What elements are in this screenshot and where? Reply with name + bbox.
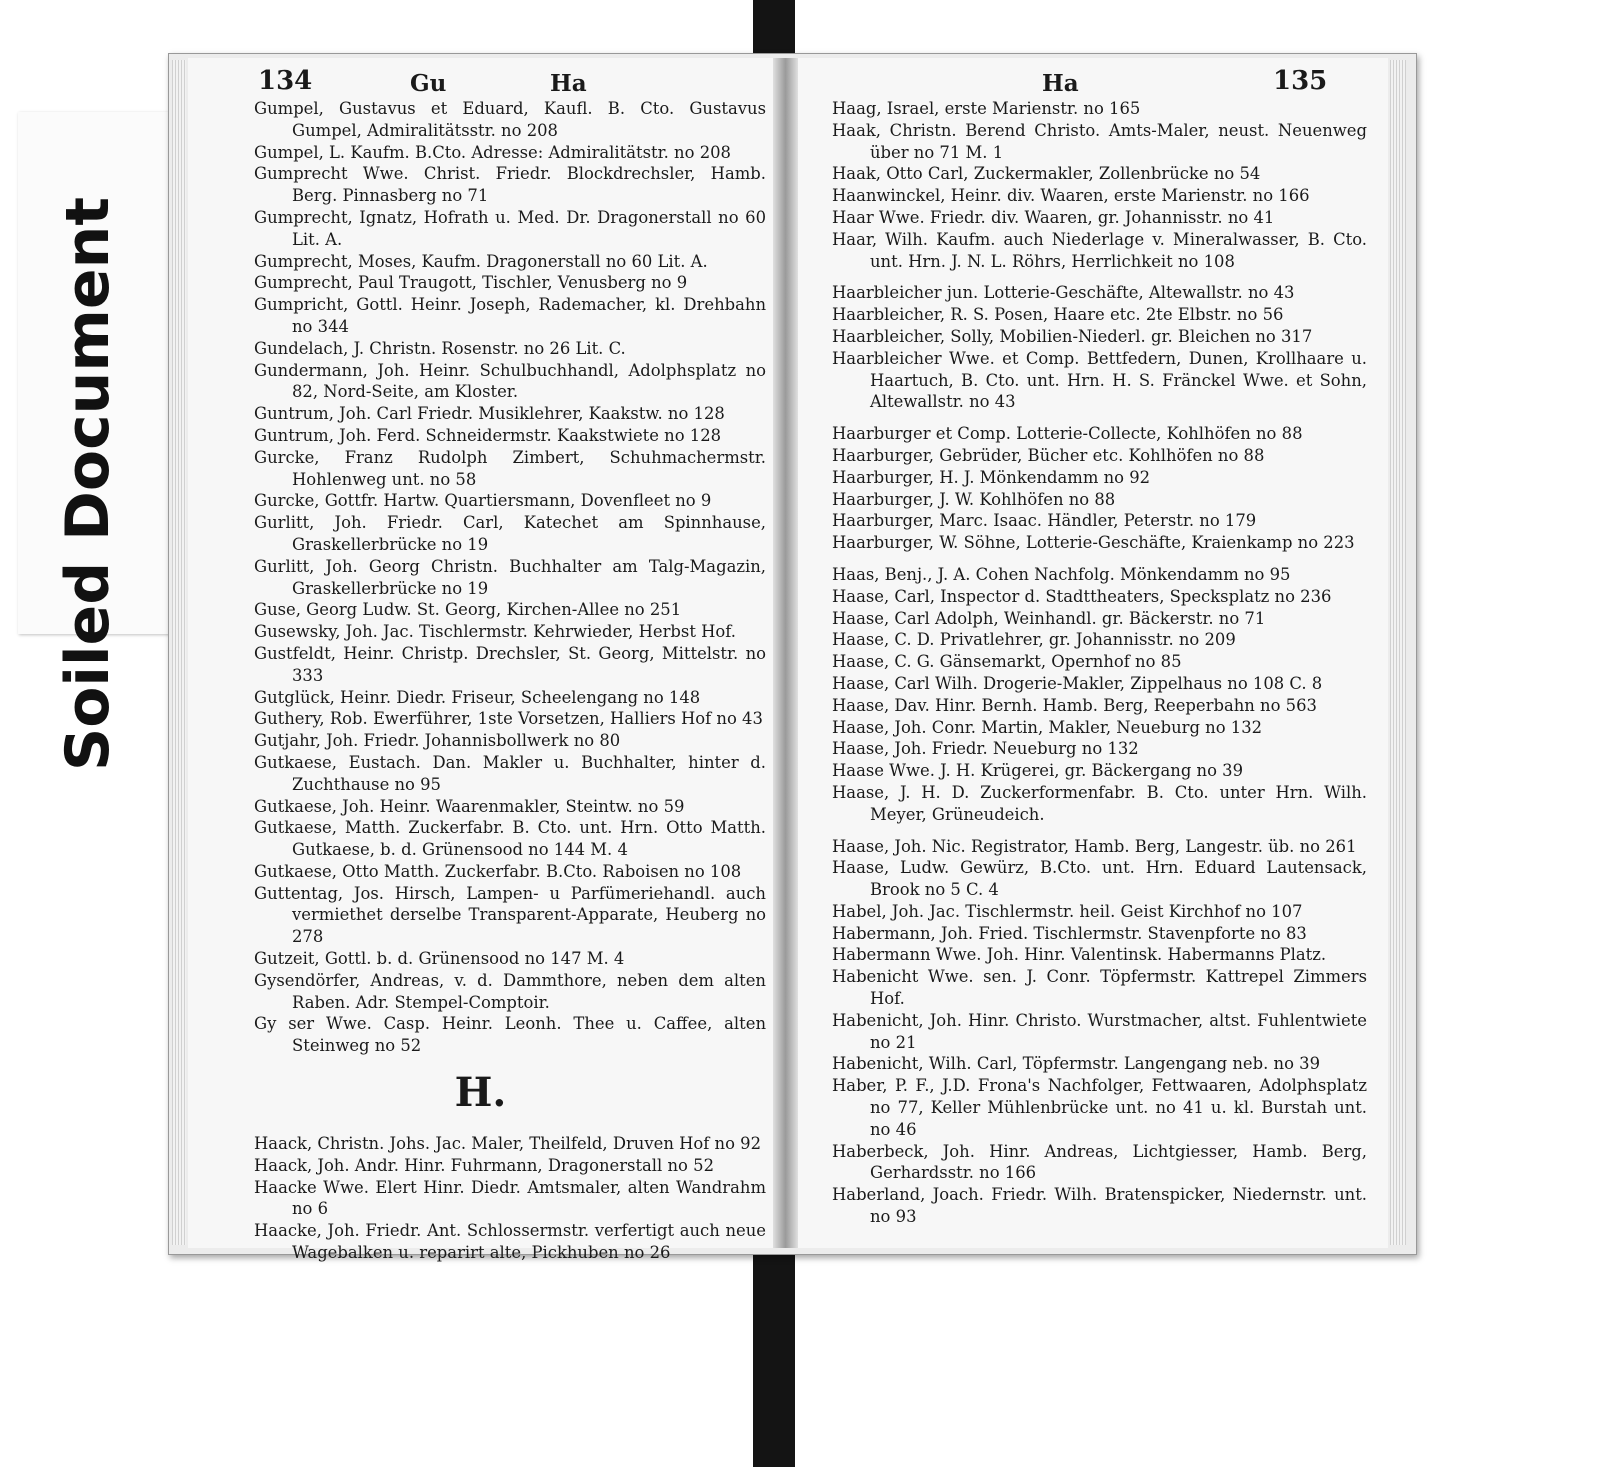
directory-entry: Haase, C. G. Gänsemarkt, Opernhof no 85	[832, 652, 1182, 672]
directory-entry: Haarburger et Comp. Lotterie-Collecte, Kohlhöfen no 88	[832, 424, 1303, 444]
directory-entry: Haarburger, H. J. Mönkendamm no 92	[832, 467, 1151, 487]
directory-entry: Haarbleicher, R. S. Posen, Haare etc. 2te Elbstr. no 56	[832, 305, 1284, 325]
directory-entry: Habermann, Joh. Fried. Tischlermstr. Stavenpforte no 83	[832, 923, 1307, 943]
directory-entry: Gumprecht Wwe. Christ. Friedr. Blockdrechsler, Hamb. Berg. Pinnasberg no 71	[254, 164, 766, 206]
directory-entry: Guthery, Rob. Ewerführer, 1ste Vorsetzen, Halliers Hof no 43	[254, 709, 763, 729]
directory-entry: Haack, Joh. Andr. Hinr. Fuhrmann, Dragonerstall no 52	[254, 1155, 714, 1175]
directory-entry: Haarbleicher jun. Lotterie-Geschäfte, Altewallstr. no 43	[832, 283, 1295, 303]
directory-entries	[254, 1133, 766, 1264]
directory-entry: Gundelach, J. Christn. Rosenstr. no 26 Lit. C.	[254, 338, 626, 358]
directory-entry: Haacke Wwe. Elert Hinr. Diedr. Amtsmaler, alten Wandrahm no 6	[254, 1177, 766, 1219]
header-guide-word: Ha	[550, 70, 587, 97]
right-page	[798, 58, 1388, 1248]
directory-entry: Habenicht, Joh. Hinr. Christo. Wurstmacher, altst. Fuhlentwiete no 21	[832, 1010, 1367, 1052]
directory-entry: Habenicht Wwe. sen. J. Conr. Töpfermstr. Kattrepel Zimmers Hof.	[832, 967, 1367, 1009]
directory-entry: Gy ser Wwe. Casp. Heinr. Leonh. Thee u. Caffee, alten Steinweg no 52	[254, 1014, 766, 1056]
directory-entry: Haberland, Joach. Friedr. Wilh. Bratenspicker, Niedernstr. unt. no 93	[832, 1185, 1367, 1227]
left-page	[188, 58, 773, 1263]
directory-entry: Guttentag, Jos. Hirsch, Lampen- u Parfümeriehandl. auch vermiethet derselbe Transparent-Apparate, Heuberg no 278	[254, 883, 766, 947]
directory-entry: Haase, J. H. D. Zuckerformenfabr. B. Cto. unter Hrn. Wilh. Meyer, Grüneudeich.	[832, 782, 1367, 824]
directory-entry: Gutkaese, Matth. Zuckerfabr. B. Cto. unt. Hrn. Otto Matth. Gutkaese, b. d. Grünensood no 144 M. 4	[254, 818, 766, 860]
directory-entry: Habenicht, Wilh. Carl, Töpfermstr. Langengang neb. no 39	[832, 1054, 1321, 1074]
left-page-header	[258, 58, 758, 98]
directory-entry: Haar, Wilh. Kaufm. auch Niederlage v. Mineralwasser, B. Cto. unt. Hrn. J. N. L. Röhrs, Herrlichkeit no 108	[832, 229, 1367, 271]
header-guide-word: Ha	[1042, 70, 1079, 97]
directory-entry: Gumprecht, Moses, Kaufm. Dragonerstall no 60 Lit. A.	[254, 251, 708, 271]
directory-entry: Haase, Joh. Nic. Registrator, Hamb. Berg, Langestr. üb. no 261	[832, 836, 1357, 856]
directory-entry: Gumpricht, Gottl. Heinr. Joseph, Rademacher, kl. Drehbahn no 344	[254, 295, 766, 336]
page-number: 134	[258, 66, 313, 96]
directory-entry: Haarbleicher, Solly, Mobilien-Niederl. gr. Bleichen no 317	[832, 326, 1313, 346]
directory-entry: Haase, Carl, Inspector d. Stadttheaters, Specksplatz no 236	[832, 586, 1332, 606]
book-gutter	[773, 58, 798, 1248]
page-edges-left	[172, 60, 186, 1245]
directory-entry: Haarburger, W. Söhne, Lotterie-Geschäfte, Kraienkamp no 223	[832, 533, 1355, 553]
directory-entry: Gutkaese, Eustach. Dan. Makler u. Buchhalter, hinter d. Zuchthause no 95	[254, 752, 766, 794]
directory-entry: Haase, Joh. Conr. Martin, Makler, Neueburg no 132	[832, 717, 1263, 737]
directory-entry: Gusewsky, Joh. Jac. Tischlermstr. Kehrwieder, Herbst Hof.	[254, 622, 736, 642]
directory-entry: Haase Wwe. J. H. Krügerei, gr. Bäckergang no 39	[832, 761, 1244, 781]
directory-entry: Haase, Dav. Hinr. Bernh. Hamb. Berg, Reeperbahn no 563	[832, 695, 1317, 715]
directory-entry: Haacke, Joh. Friedr. Ant. Schlossermstr. verfertigt auch neue Wagebalken u. reparirt alte, Pickhuben no 26	[254, 1221, 766, 1263]
binding-spine-top	[753, 0, 795, 60]
directory-entry: Haase, Carl Wilh. Drogerie-Makler, Zippelhaus no 108 C. 8	[832, 673, 1323, 693]
directory-entry: Gurlitt, Joh. Georg Christn. Buchhalter am Talg-Magazin, Graskellerbrücke no 19	[254, 556, 766, 598]
directory-entry: Gumpel, L. Kaufm. B.Cto. Adresse: Admiralitätstr. no 208	[254, 142, 731, 162]
directory-entry: Haack, Christn. Johs. Jac. Maler, Theilfeld, Druven Hof no 92	[254, 1134, 762, 1154]
directory-entries	[832, 98, 1367, 1228]
directory-entry: Haarburger, Marc. Isaac. Händler, Peterstr. no 179	[832, 511, 1257, 531]
directory-entry: Gurlitt, Joh. Friedr. Carl, Katechet am Spinnhause, Graskellerbrücke no 19	[254, 513, 766, 554]
directory-entry: Gutzeit, Gottl. b. d. Grünensood no 147 M. 4	[254, 949, 625, 969]
directory-entry: Haarburger, J. W. Kohlhöfen no 88	[832, 489, 1116, 509]
directory-entry: Gutjahr, Joh. Friedr. Johannisbollwerk no 80	[254, 731, 621, 751]
directory-entry: Gutkaese, Joh. Heinr. Waarenmakler, Steintw. no 59	[254, 796, 685, 816]
page-edges-right	[1390, 60, 1406, 1245]
directory-entry: Haarbleicher Wwe. et Comp. Bettfedern, Dunen, Krollhaare u. Haartuch, B. Cto. unt. Hrn. H. S. Fränckel Wwe. et Sohn, Altewallstr. no 43	[832, 348, 1367, 412]
directory-entry: Habel, Joh. Jac. Tischlermstr. heil. Geist Kirchhof no 107	[832, 901, 1303, 921]
directory-entry: Haar Wwe. Friedr. div. Waaren, gr. Johannisstr. no 41	[832, 207, 1275, 227]
directory-entry: Haase, Joh. Friedr. Neueburg no 132	[832, 739, 1139, 759]
directory-entry: Gysendörfer, Andreas, v. d. Dammthore, neben dem alten Raben. Adr. Stempel-Comptoir.	[254, 970, 766, 1012]
stamp-label: Soiled Document	[53, 196, 123, 772]
directory-entry: Guse, Georg Ludw. St. Georg, Kirchen-Allee no 251	[254, 600, 682, 620]
right-page-header	[828, 58, 1358, 98]
directory-entry: Gumprecht, Paul Traugott, Tischler, Venusberg no 9	[254, 273, 688, 293]
soiled-document-stamp	[18, 112, 186, 772]
directory-entry: Haag, Israel, erste Marienstr. no 165	[832, 99, 1141, 118]
directory-entry: Habermann Wwe. Joh. Hinr. Valentinsk. Habermanns Platz.	[832, 945, 1327, 965]
directory-entry: Haase, C. D. Privatlehrer, gr. Johannisstr. no 209	[832, 630, 1236, 650]
directory-entry: Haanwinckel, Heinr. div. Waaren, erste Marienstr. no 166	[832, 186, 1310, 206]
directory-entry: Guntrum, Joh. Carl Friedr. Musiklehrer, Kaakstw. no 128	[254, 404, 725, 424]
directory-entry: Gurcke, Gottfr. Hartw. Quartiersmann, Dovenfleet no 9	[254, 491, 712, 511]
directory-entry: Haber, P. F., J.D. Frona's Nachfolger, Fettwaaren, Adolphsplatz no 77, Keller Mühlenbrücke unt. no 41 u. kl. Burstah unt. no 46	[832, 1076, 1367, 1139]
directory-entry: Haase, Carl Adolph, Weinhandl. gr. Bäckerstr. no 71	[832, 608, 1266, 628]
directory-entry: Haase, Ludw. Gewürz, B.Cto. unt. Hrn. Eduard Lautensack, Brook no 5 C. 4	[832, 858, 1367, 900]
directory-entry: Gumprecht, Ignatz, Hofrath u. Med. Dr. Dragonerstall no 60 Lit. A.	[254, 207, 766, 249]
directory-entry: Gutkaese, Otto Matth. Zuckerfabr. B.Cto. Raboisen no 108	[254, 861, 742, 881]
directory-entry: Guntrum, Joh. Ferd. Schneidermstr. Kaakstwiete no 128	[254, 425, 722, 445]
section-letter: H.	[454, 1069, 507, 1117]
directory-entry: Gustfeldt, Heinr. Christp. Drechsler, St. Georg, Mittelstr. no 333	[254, 643, 766, 685]
page-number: 135	[1273, 66, 1328, 96]
directory-entry: Haberbeck, Joh. Hinr. Andreas, Lichtgiesser, Hamb. Berg, Gerhardsstr. no 166	[832, 1141, 1367, 1183]
directory-entry: Gundermann, Joh. Heinr. Schulbuchhandl, Adolphsplatz no 82, Nord-Seite, am Kloster.	[254, 360, 766, 402]
directory-entry: Haas, Benj., J. A. Cohen Nachfolg. Mönkendamm no 95	[832, 564, 1291, 584]
directory-entry: Gumpel, Gustavus et Eduard, Kaufl. B. Cto. Gustavus Gumpel, Admiralitätsstr. no 208	[254, 99, 766, 140]
header-guide-word: Gu	[410, 70, 447, 97]
directory-entries	[254, 98, 766, 1057]
directory-entry: Haak, Otto Carl, Zuckermakler, Zollenbrücke no 54	[832, 164, 1261, 184]
directory-entry: Gutglück, Heinr. Diedr. Friseur, Scheelengang no 148	[254, 687, 701, 707]
directory-entry: Haarburger, Gebrüder, Bücher etc. Kohlhöfen no 88	[832, 445, 1265, 465]
directory-entry: Gurcke, Franz Rudolph Zimbert, Schuhmachermstr. Hohlenweg unt. no 58	[254, 447, 766, 489]
directory-entry: Haak, Christn. Berend Christo. Amts-Maler, neust. Neuenweg über no 71 M. 1	[832, 120, 1367, 162]
